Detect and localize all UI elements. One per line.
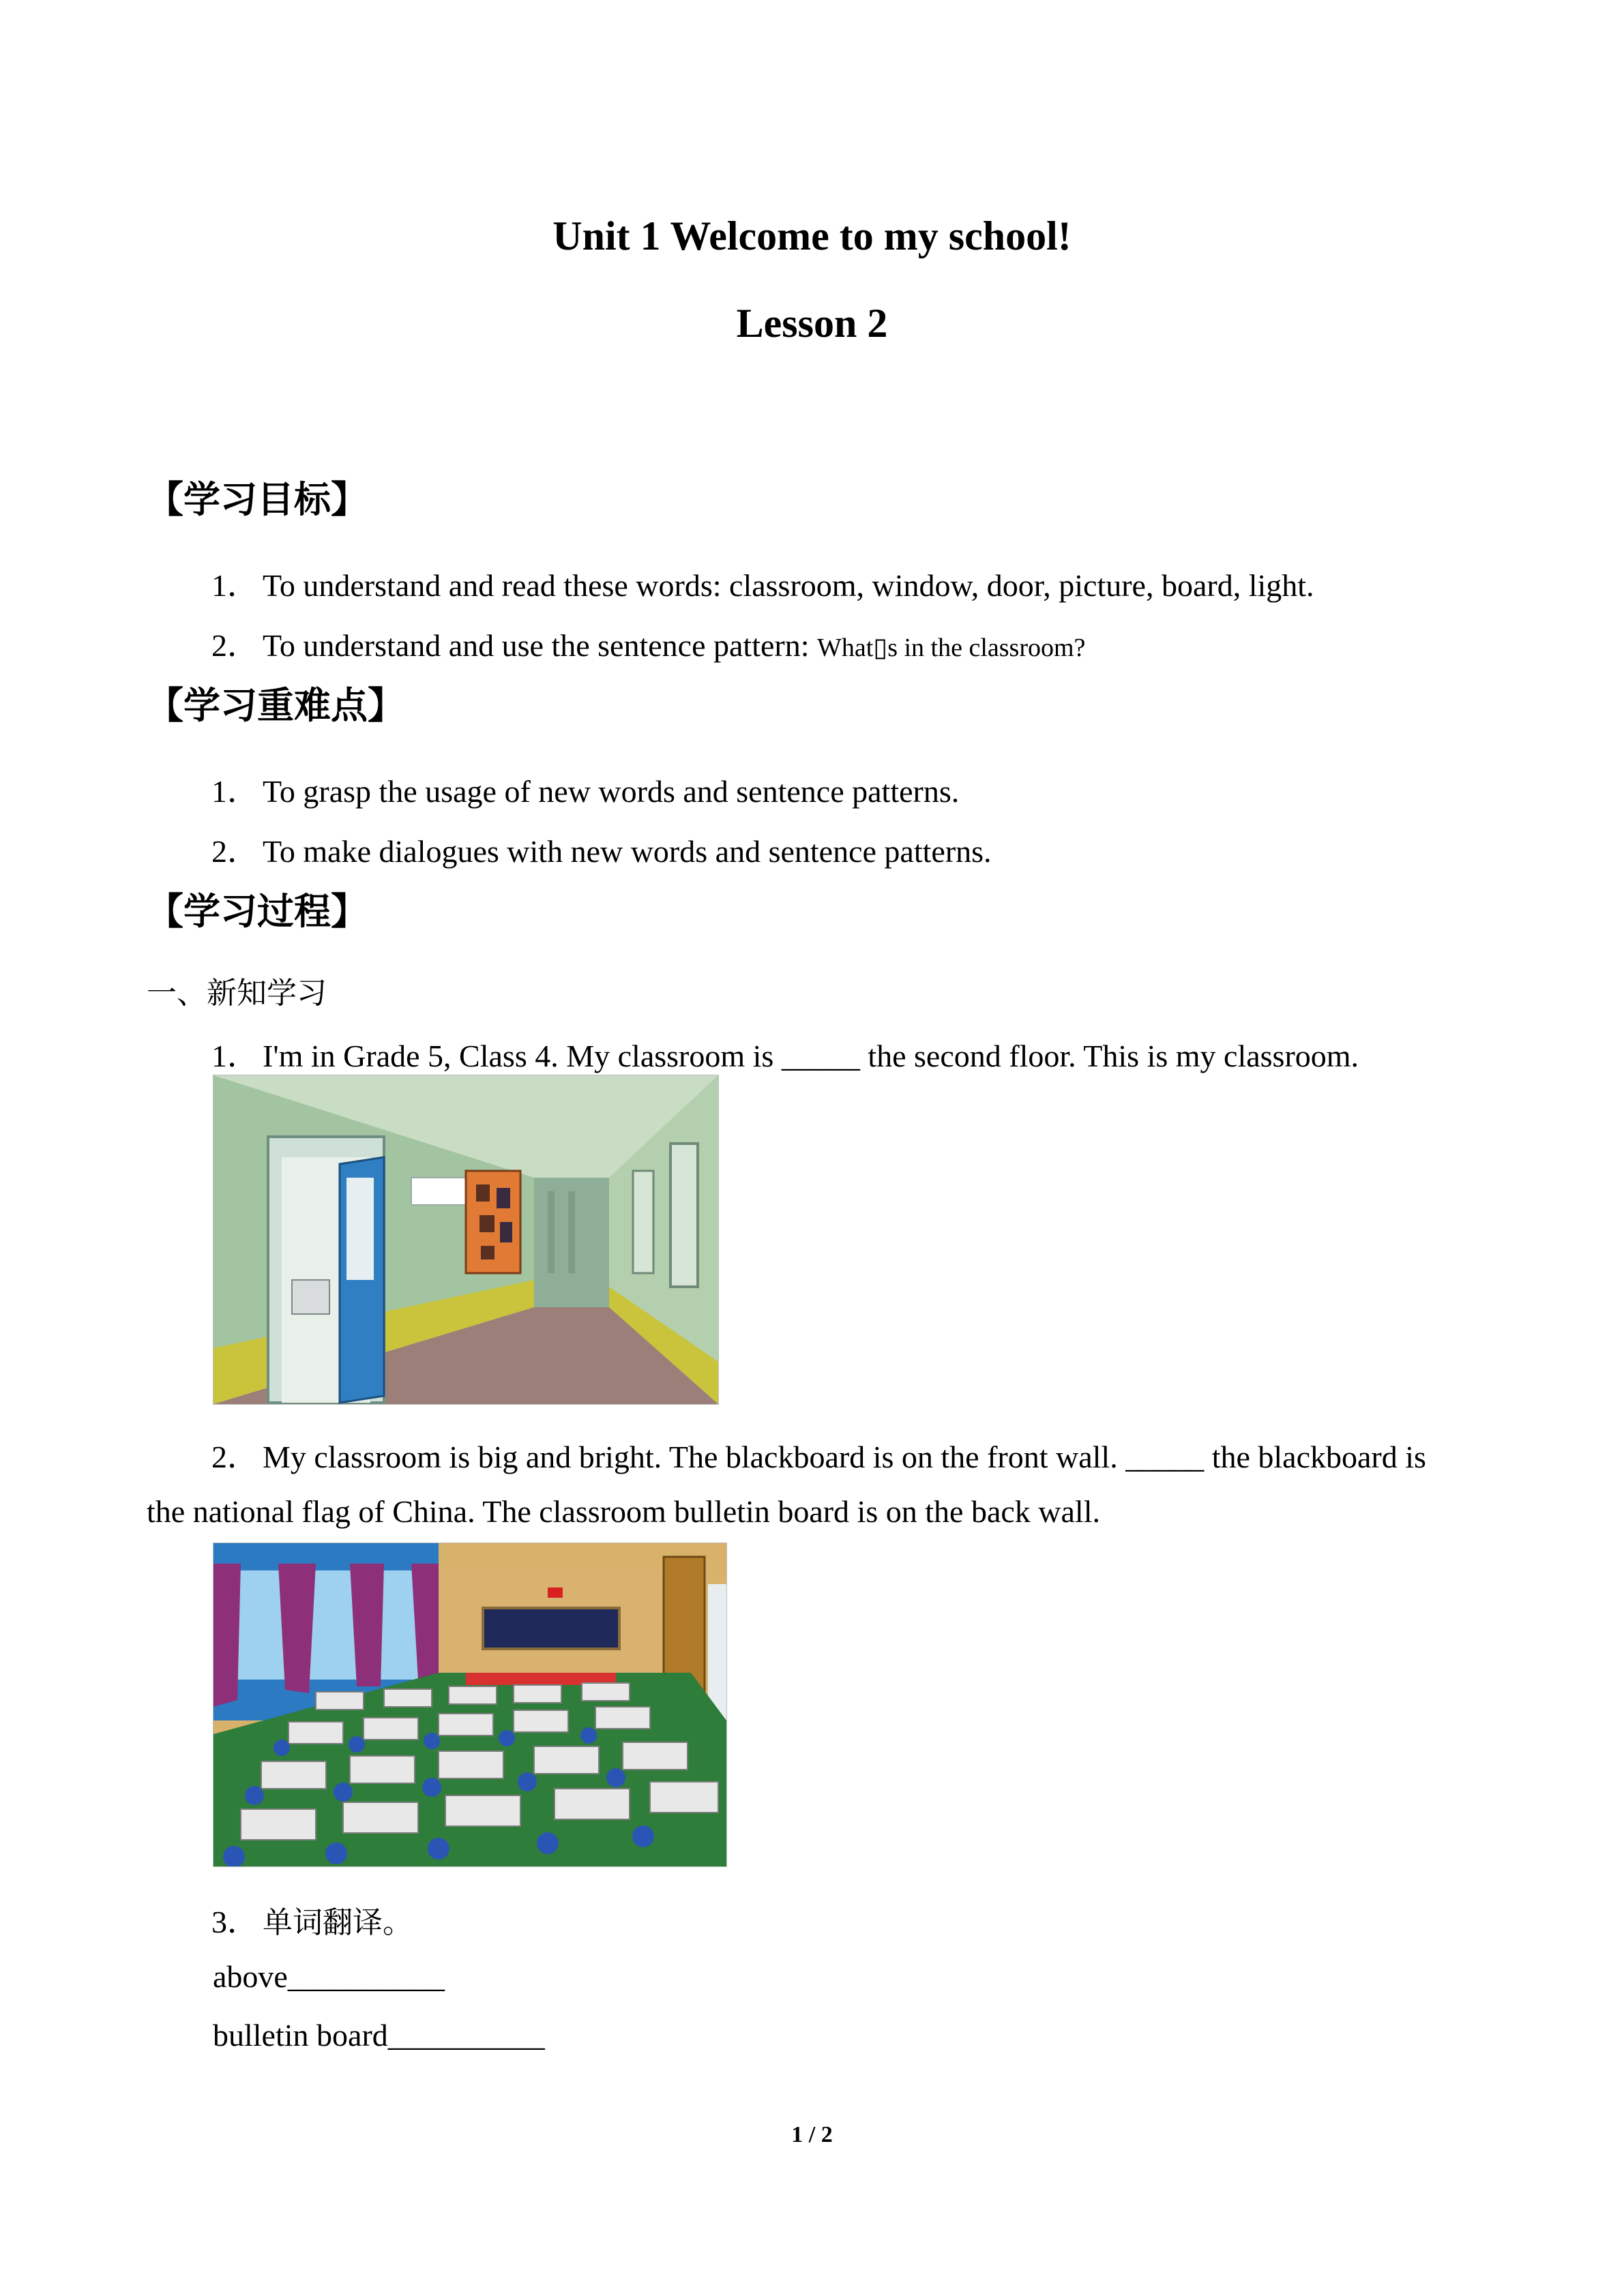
classroom-picture [213,1542,727,1867]
answer-blank[interactable]: __________ [387,2018,545,2053]
item-number: 2． [211,628,259,663]
item-number: 3． [211,1905,259,1939]
item-number: 2． [211,1440,259,1474]
classroom-illustration [213,1543,726,1866]
question-2-line-2: the national flag of China. The classroom bulletin board is on the back wall. [147,1494,1100,1529]
item-number: 1． [211,1039,259,1073]
item-text: To make dialogues with new words and sentence patterns. [263,834,992,869]
item-text: To grasp the usage of new words and sentence patterns. [263,774,960,809]
question-text: I'm in Grade 5, Class 4. My classroom is _____ the second floor. This is my classroom. [263,1039,1359,1073]
lesson-title: Lesson 2 [736,301,888,346]
item-number: 1． [211,568,259,603]
vocab-item-above [213,1958,445,1995]
part-title: 一、新知学习 [147,976,327,1011]
goal-item-2 [211,621,1085,666]
key-point-item-2 [211,826,992,871]
section-heading-process: 【学习过程】 [147,890,368,933]
hallway-illustration [213,1075,718,1404]
answer-blank[interactable]: __________ [287,1959,445,1994]
question-text: My classroom is big and bright. The blackboard is on the front wall. _____ the blackboard is [263,1440,1426,1474]
section-heading-key-points: 【学习重难点】 [147,684,404,727]
vocab-word: above [213,1959,288,1994]
vocab-word: bulletin board [213,2018,388,2053]
vocab-item-bulletin-board [213,2017,545,2053]
item-text: To understand and read these words: classroom, window, door, picture, board, light. [263,568,1314,603]
item-number: 1． [211,774,259,809]
page-number: 1 / 2 [791,2122,833,2147]
question-1 [211,1031,1359,1076]
page-title: Unit 1 Welcome to my school! [552,213,1072,258]
item-number: 2． [211,834,259,869]
question-text: 单词翻译。 [263,1905,413,1940]
item-text: To understand and use the sentence pattern: [263,628,817,663]
question-2-line-1 [211,1432,1426,1477]
hallway-picture [213,1075,719,1405]
question-3 [211,1897,413,1942]
sentence-pattern: What▯s in the classroom? [817,633,1086,662]
section-heading-goals: 【学习目标】 [147,478,368,521]
key-point-item-1 [211,766,959,811]
goal-item-1 [211,561,1314,606]
